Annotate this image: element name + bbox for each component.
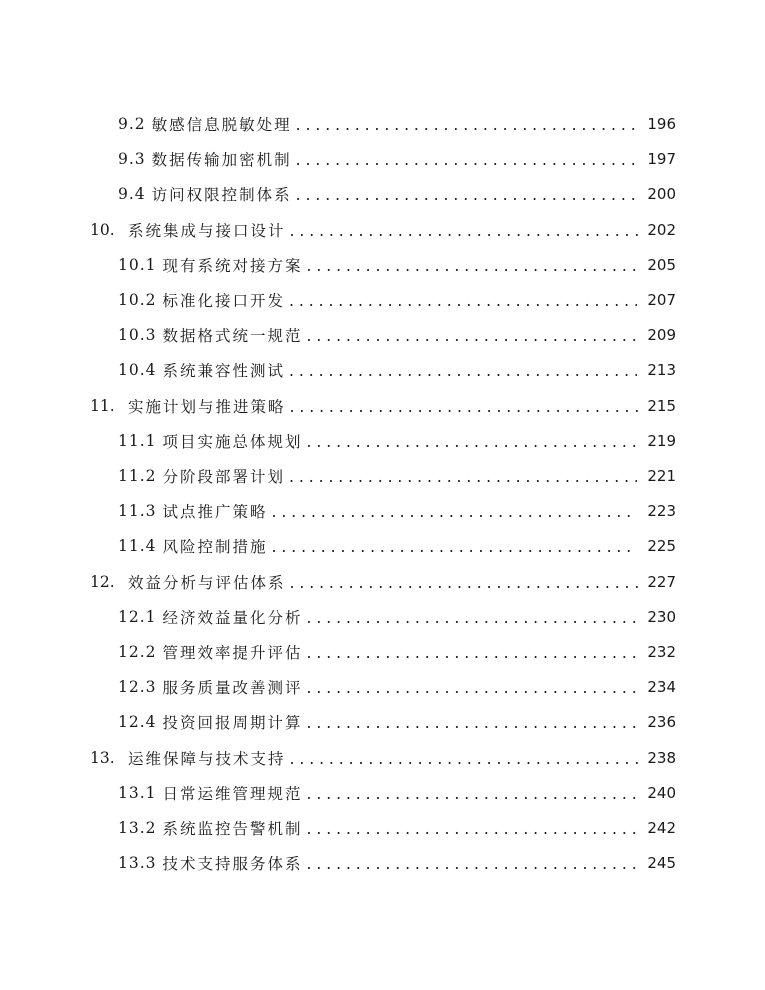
toc-entry-title: 服务质量改善测评 <box>162 679 303 698</box>
toc-entry-title: 运维保障与技术支持 <box>128 749 286 768</box>
dot-leader <box>307 855 638 873</box>
toc-entry-title: 试点推广策略 <box>162 503 268 522</box>
toc-entry-title: 系统集成与接口设计 <box>128 221 286 240</box>
toc-entry-number: 12. <box>90 572 115 591</box>
toc-entry-page: 236 <box>647 713 676 732</box>
dot-leader <box>290 222 644 240</box>
dot-leader <box>307 433 638 451</box>
toc-entry-page: 230 <box>647 607 676 626</box>
toc-entry-number: 10.3 <box>118 326 157 345</box>
dot-leader <box>296 151 638 169</box>
toc-entry-title: 现有系统对接方案 <box>162 256 303 275</box>
toc-entry[interactable] <box>118 108 676 140</box>
dot-leader <box>296 116 638 134</box>
toc-entry[interactable] <box>90 390 676 422</box>
dot-leader <box>289 292 637 310</box>
toc-entry[interactable] <box>118 284 676 316</box>
toc-entry-number: 11.2 <box>118 467 157 485</box>
toc-entry-number: 10.4 <box>118 361 157 380</box>
dot-leader <box>290 750 644 768</box>
dot-leader <box>272 503 638 521</box>
toc-entry[interactable] <box>90 566 676 598</box>
toc-entry-number: 9.2 <box>118 115 146 133</box>
toc-entry-number: 10. <box>90 220 115 239</box>
toc-entry-title: 标准化接口开发 <box>162 292 286 310</box>
toc-entry-title: 数据传输加密机制 <box>151 151 292 170</box>
dot-leader <box>307 327 638 345</box>
toc-entry-number: 13.2 <box>118 819 157 837</box>
toc-entry[interactable] <box>118 319 676 351</box>
toc-entry[interactable] <box>118 354 676 386</box>
toc-entry[interactable] <box>118 671 676 703</box>
toc-entry-page: 242 <box>647 819 676 837</box>
toc-entry-title: 管理效率提升评估 <box>162 644 303 662</box>
dot-leader <box>307 257 638 275</box>
dot-leader <box>289 362 637 380</box>
toc-entry-title: 经济效益量化分析 <box>162 608 303 627</box>
toc-entry-title: 系统监控告警机制 <box>162 820 303 838</box>
toc-entry-title: 风险控制措施 <box>162 538 268 557</box>
toc-entry-number: 9.3 <box>118 150 146 169</box>
toc-entry-number: 11.4 <box>118 537 157 556</box>
toc-entry[interactable] <box>118 530 676 562</box>
toc-entry-page: 197 <box>647 150 676 169</box>
dot-leader <box>307 714 638 732</box>
toc-entry-page: 196 <box>647 115 676 133</box>
toc-entry-number: 13.1 <box>118 783 157 802</box>
toc-entry-number: 13. <box>90 748 115 767</box>
toc-entry-title: 系统兼容性测试 <box>162 362 286 381</box>
toc-entry-number: 12.1 <box>118 607 157 626</box>
toc-entry-title: 实施计划与推进策略 <box>128 397 286 416</box>
toc-entry-title: 项目实施总体规划 <box>162 432 303 451</box>
toc-entry[interactable] <box>90 742 676 774</box>
dot-leader <box>290 398 644 416</box>
dot-leader <box>296 186 638 204</box>
toc-entry-number: 12.4 <box>118 713 157 732</box>
dot-leader <box>307 820 638 838</box>
toc-entry-page: 213 <box>647 361 676 380</box>
toc-entry[interactable] <box>118 706 676 738</box>
toc-entry-page: 240 <box>647 783 676 802</box>
toc-entry[interactable] <box>118 777 676 809</box>
toc-entry-page: 219 <box>647 431 676 450</box>
toc-entry[interactable] <box>118 495 676 527</box>
toc-entry-page: 215 <box>647 396 676 415</box>
toc-entry-title: 分阶段部署计划 <box>162 468 286 486</box>
toc-entry-title: 数据格式统一规范 <box>162 327 303 346</box>
toc-entry-title: 敏感信息脱敏处理 <box>151 116 292 134</box>
toc-entry-page: 221 <box>647 467 676 485</box>
dot-leader <box>307 609 638 627</box>
toc-entry-page: 205 <box>647 255 676 274</box>
toc-entry-page: 227 <box>647 572 676 591</box>
toc-entry-number: 10.1 <box>118 255 157 274</box>
toc-entry-page: 209 <box>647 326 676 345</box>
toc-entry-page: 234 <box>647 678 676 697</box>
toc-entry-page: 232 <box>647 643 676 661</box>
toc-entry[interactable] <box>118 812 676 844</box>
toc-entry-number: 11.3 <box>118 502 157 521</box>
toc-entry-title: 日常运维管理规范 <box>162 784 303 803</box>
dot-leader <box>307 785 638 803</box>
toc-entry-page: 200 <box>647 185 676 204</box>
toc-entry[interactable] <box>118 636 676 668</box>
toc-entry-title: 技术支持服务体系 <box>162 855 303 874</box>
toc-entry-number: 11. <box>90 396 115 415</box>
toc-entry-page: 223 <box>647 502 676 521</box>
dot-leader <box>307 679 638 697</box>
toc-entry-title: 访问权限控制体系 <box>151 186 292 205</box>
toc-entry[interactable] <box>118 601 676 633</box>
toc-entry-number: 10.2 <box>118 291 157 309</box>
toc-entry[interactable] <box>118 847 676 879</box>
toc-entry[interactable] <box>118 460 676 492</box>
toc-entry-page: 207 <box>647 291 676 309</box>
toc-entry-number: 9.4 <box>118 185 146 204</box>
toc-entry[interactable] <box>118 143 676 175</box>
dot-leader <box>307 644 638 662</box>
dot-leader <box>289 468 637 486</box>
toc-entry-number: 13.3 <box>118 854 157 873</box>
dot-leader <box>290 574 644 592</box>
toc-entry-number: 12.3 <box>118 678 157 697</box>
toc-entry[interactable] <box>118 178 676 210</box>
toc-entry-number: 12.2 <box>118 643 157 661</box>
toc-entry-page: 202 <box>647 220 676 239</box>
dot-leader <box>272 538 638 556</box>
toc-entry-page: 225 <box>647 537 676 556</box>
toc-entry-title: 投资回报周期计算 <box>162 714 303 733</box>
toc-entry[interactable] <box>118 425 676 457</box>
toc-entry-title: 效益分析与评估体系 <box>128 573 286 592</box>
toc-entry[interactable] <box>90 214 676 246</box>
toc-entry-page: 245 <box>647 854 676 873</box>
toc-entry-number: 11.1 <box>118 431 157 450</box>
toc-entry-page: 238 <box>647 748 676 767</box>
toc-entry[interactable] <box>118 249 676 281</box>
